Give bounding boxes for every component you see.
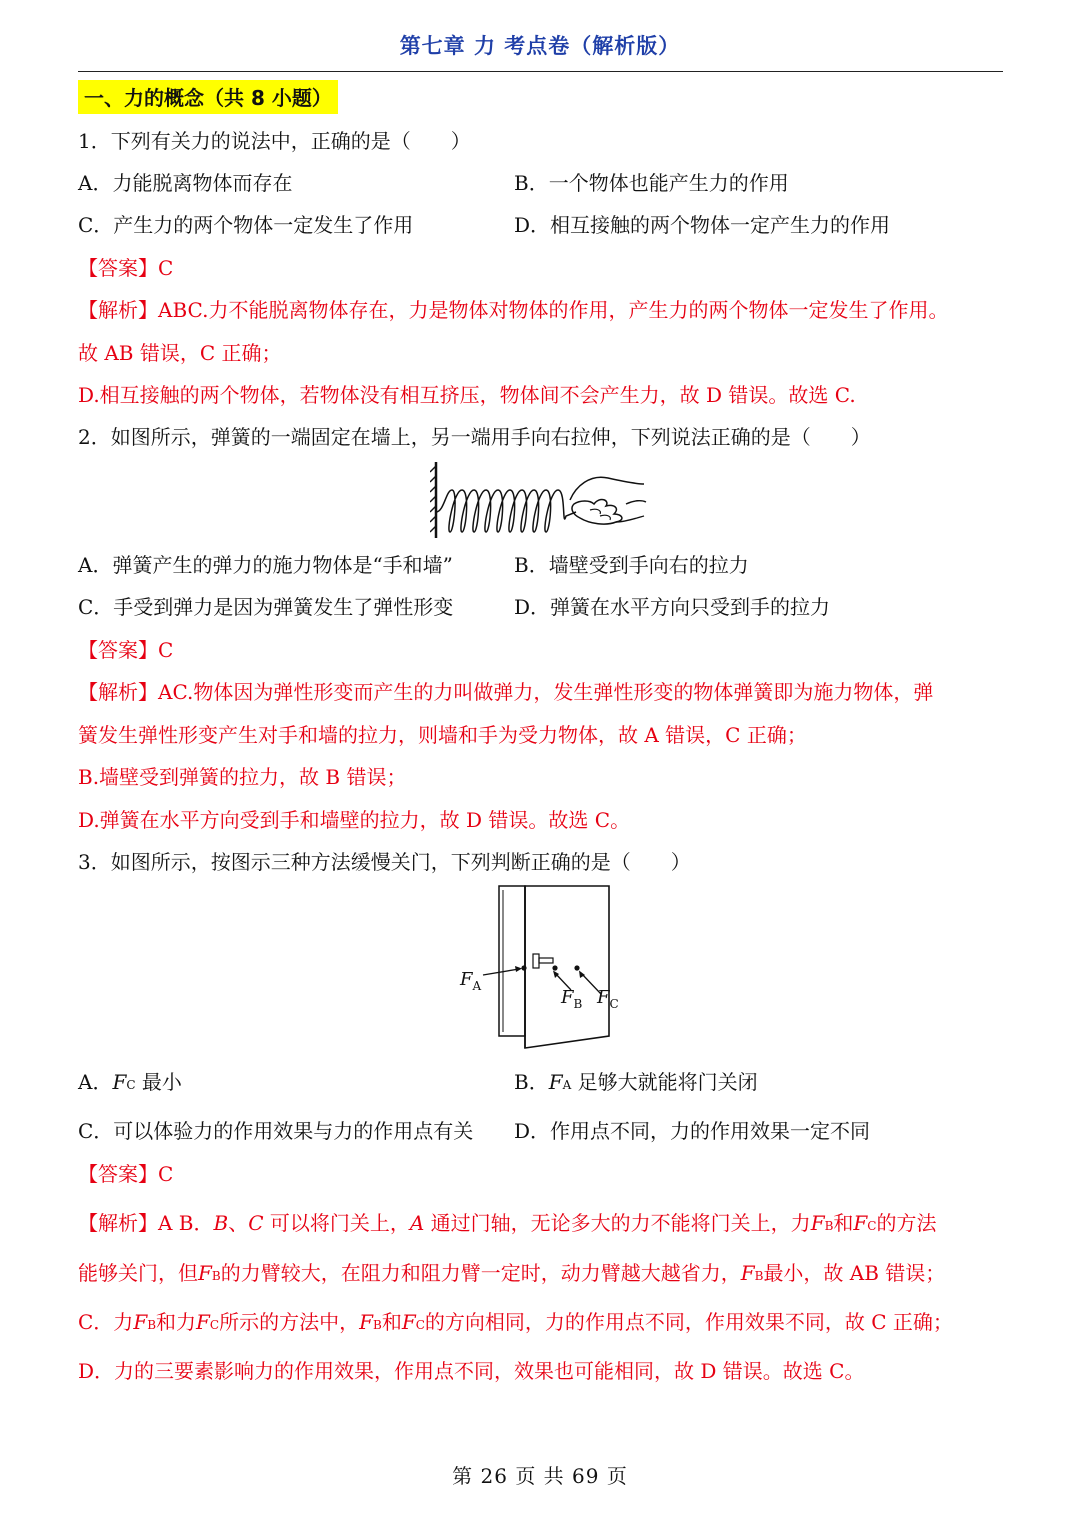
question-2-option-a: A．弹簧产生的弹力的施力物体是“手和墙” <box>78 553 453 577</box>
question-3-analysis-line: 【解析】A B．B、C 可以将门关上，A 通过门轴，无论多大的力不能将门关上，力FB和FC的方法 <box>78 1211 937 1235</box>
question-2-option-c: C．手受到弹力是因为弹簧发生了弹性形变 <box>78 595 454 619</box>
door-figure <box>455 880 645 1055</box>
question-2-analysis-line: D.弹簧在水平方向受到手和墙壁的拉力，故 D 错误。故选 C。 <box>78 808 631 832</box>
figure-label-fc <box>597 988 619 1009</box>
fb-subscript: B <box>573 997 583 1011</box>
question-2-analysis-line: 簧发生弹性形变产生对手和墙的拉力，则墙和手为受力物体，故 A 错误，C 正确； <box>78 723 807 747</box>
question-1-option-d: D．相互接触的两个物体一定产生力的作用 <box>514 213 891 237</box>
spring-hand-figure <box>430 460 650 540</box>
question-1-analysis-line: 故 AB 错误，C 正确； <box>78 341 282 365</box>
question-2-option-d: D．弹簧在水平方向只受到手的拉力 <box>514 595 831 619</box>
question-1-option-a: A．力能脱离物体而存在 <box>78 171 293 195</box>
figure-label-fb <box>561 988 582 1009</box>
question-3-answer: 【答案】C <box>78 1162 174 1186</box>
question-2-stem: 2．如图所示，弹簧的一端固定在墙上，另一端用手向右拉伸，下列说法正确的是（ ） <box>78 425 871 449</box>
page-header-title: 第七章 力 考点卷（解析版） <box>399 34 681 58</box>
question-1-stem: 1．下列有关力的说法中，正确的是（ ） <box>78 129 471 153</box>
header-divider <box>78 71 1003 72</box>
question-1-analysis-line: 【解析】ABC.力不能脱离物体存在，力是物体对物体的作用，产生力的两个物体一定发生了作用。 <box>78 298 949 322</box>
question-2-analysis-line: 【解析】AC.物体因为弹性形变而产生的力叫做弹力，发生弹性形变的物体弹簧即为施力物体，弹 <box>78 680 934 704</box>
question-3-option-c: C．可以体验力的作用效果与力的作用点有关 <box>78 1119 474 1143</box>
question-1-analysis-line: D.相互接触的两个物体，若物体没有相互挤压，物体间不会产生力，故 D 错误。故选 C. <box>78 383 856 407</box>
fb-symbol: F <box>561 987 574 1008</box>
question-1-option-b: B．一个物体也能产生力的作用 <box>514 171 789 195</box>
page-number: 第 26 页 共 69 页 <box>452 1464 628 1488</box>
question-3-option-b: B．FA 足够大就能将门关闭 <box>514 1070 758 1094</box>
question-3-analysis-line: C．力FB和力FC所示的方法中，FB和FC的方向相同，力的作用点不同，作用效果不同，故 C 正确； <box>78 1310 953 1334</box>
question-1-option-c: C．产生力的两个物体一定发生了作用 <box>78 213 414 237</box>
question-2-option-b: B．墙壁受到手向右的拉力 <box>514 553 749 577</box>
question-3-analysis-line: 能够关门，但FB的力臂较大，在阻力和阻力臂一定时，动力臂越大越省力，FB最小，故 AB 错误； <box>78 1261 946 1285</box>
question-3-stem: 3．如图所示，按图示三种方法缓慢关门，下列判断正确的是（ ） <box>78 850 691 874</box>
fc-subscript: C <box>609 997 619 1011</box>
fa-subscript: A <box>472 979 482 993</box>
question-2-analysis-line: B.墙壁受到弹簧的拉力，故 B 错误； <box>78 765 407 789</box>
fa-symbol: F <box>460 969 473 990</box>
question-1-answer: 【答案】C <box>78 256 174 280</box>
figure-label-fa <box>460 970 481 991</box>
section-title: 一、力的概念（共 8 小题） <box>78 80 338 114</box>
fc-symbol: F <box>597 987 610 1008</box>
question-2-answer: 【答案】C <box>78 638 174 662</box>
question-3-option-a: A．FC 最小 <box>78 1070 182 1094</box>
question-3-analysis-line: D．力的三要素影响力的作用效果，作用点不同，效果也可能相同，故 D 错误。故选 C。 <box>78 1359 865 1383</box>
question-3-option-d: D．作用点不同，力的作用效果一定不同 <box>514 1119 871 1143</box>
